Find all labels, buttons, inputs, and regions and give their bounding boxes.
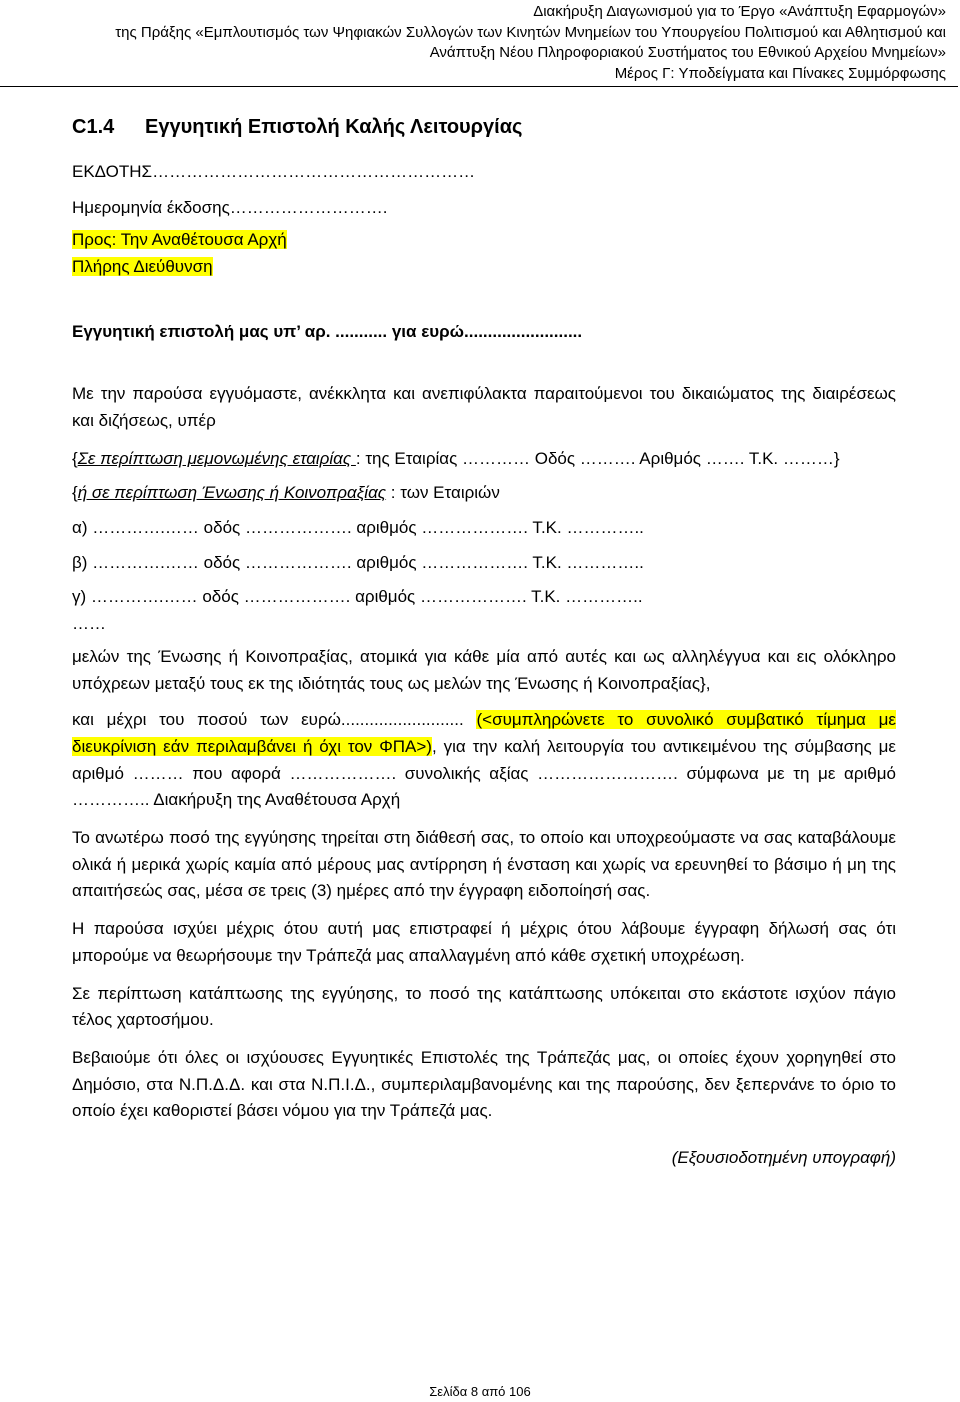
amount-paragraph: και μέχρι του ποσού των ευρώ.......................... (<συμπληρώνετε το συνολικό συμβατικό τίμημα με διευκρίνιση εάν περιλαμβάνει ή όχι τον ΦΠΑ>), για την καλή λειτουργία του αντικειμένου της σύμβασης με αριθμό ……… που αφορά ………………. συνολικής αξίας ……………………. σύμφωνα με τη με αριθμό ………….. Διακήρυξη της Αναθέτουσα Αρχή	[72, 710, 896, 810]
paragraph-forfeiture: Σε περίπτωση κατάπτωσης της εγγύησης, το ποσό της κατάπτωσης υπόκειται στο εκάστοτε ισχύον πάγιο τέλος χαρτοσήμου.	[72, 983, 896, 1030]
header-line-4: Μέρος Γ: Υποδείγματα και Πίνακες Συμμόρφωσης	[614, 64, 946, 82]
section-heading	[72, 114, 896, 141]
header-divider	[0, 86, 958, 87]
header-line-2: της Πράξης «Εμπλουτισμός των Ψηφιακών Συλλογών των Κινητών Μνημείων του Υπουργείου Πολιτισμού και Αθλητισμού και	[115, 23, 946, 41]
issuer-line: ΕΚΔΟΤΗΣ…………………………………………………	[72, 161, 476, 181]
union-label: ή σε περίπτωση Ένωσης ή Κοινοπραξίας	[77, 483, 387, 503]
paragraph-availability: Το ανωτέρω ποσό της εγγύησης τηρείται στη διάθεσή σας, το οποίο και υποχρεούμαστε να σας καταβάλουμε ολικά ή μερικά χωρίς καμία από μέρους μας αντίρρηση ή ένσταση και χωρίς να ερευνηθεί το βάσιμο ή μη της απαιτήσεώς σας, μέσα σε τρεις (3) ημέρες από την έγγραφη ειδοποίησή σας.	[72, 828, 896, 901]
union-clause: {ή σε περίπτωση Ένωσης ή Κοινοπραξίας : των Εταιριών	[72, 483, 500, 503]
single-company-label: Σε περίπτωση μεμονωμένης εταιρίας	[77, 448, 356, 468]
paragraph-certification: Βεβαιούμε ότι όλες οι ισχύουσες Εγγυητικές Επιστολές της Τράπεζάς μας, οι οποίες έχουν χορηγηθεί στο Δημόσιο, στα Ν.Π.Δ.Δ. και στα Ν.Π.Ι.Δ., συμπεριλαμβανομένης και της παρούσης, δεν ξεπερνάνε το όριο το οποίο έχει καθοριστεί βάσει νόμου για την Τράπεζά μας.	[72, 1047, 896, 1121]
authorized-signature: (Εξουσιοδοτημένη υπογραφή)	[671, 1148, 896, 1168]
member-line-a: α) ………….…… οδός ………………. αριθμός ………………. Τ.Κ. …………..	[72, 518, 644, 538]
page-number: Σελίδα 8 από 106	[429, 1384, 531, 1399]
document-body	[72, 114, 896, 1172]
header-line-3: Ανάπτυξη Νέου Πληροφοριακού Συστήματος του Εθνικού Αρχείου Μνημείων»	[429, 44, 946, 61]
issue-date-line: Ημερομηνία έκδοσης……………………….	[72, 198, 388, 218]
members-paragraph: μελών της Ένωσης ή Κοινοπραξίας, ατομικά για κάθε μία από αυτές και ως αλληλέγγυα και εις ολόκληρο υπόχρεων μεταξύ τους εκ της ιδιότητάς τους ως μελών της Ένωσης ή Κοινοπραξίας},	[72, 646, 896, 693]
section-number: C1.4	[72, 116, 115, 138]
letter-title: Εγγυητική επιστολή μας υπ’ αρ. ........... για ευρώ.........................	[72, 321, 583, 341]
single-company-clause: {Σε περίπτωση μεμονωμένης εταιρίας : της Εταιρίας ………… Οδός ………. Αριθμός ……. Τ.Κ. ………}	[72, 448, 840, 468]
member-line-b: β) ………….…… οδός ………………. αριθμός ………………. Τ.Κ. …………..	[72, 552, 644, 572]
amount-instruction: (<συμπληρώνετε το συνολικό συμβατικό τίμημα με διευκρίνιση εάν περιλαμβάνει ή όχι τον ΦΠΑ>)	[72, 710, 896, 756]
recipient-line: Προς: Την Αναθέτουσα Αρχή	[72, 230, 287, 250]
member-ellipsis: ……	[72, 614, 106, 634]
intro-paragraph: Με την παρούσα εγγυόμαστε, ανέκκλητα και ανεπιφύλακτα παραιτούμενοι του δικαιώματος της διαιρέσεως και διζήσεως, υπέρ	[72, 384, 896, 430]
section-title: Εγγυητική Επιστολή Καλής Λειτουργίας	[145, 116, 523, 138]
paragraph-validity: Η παρούσα ισχύει μέχρις ότου αυτή μας επιστραφεί ή μέχρις ότου λάβουμε έγγραφη δήλωσή σας ότι μπορούμε να θεωρήσουμε την Τράπεζά μας απαλλαγμένη από κάθε σχετική υποχρέωση.	[72, 919, 896, 965]
header-line-1: Διακήρυξη Διαγωνισμού για το Έργο «Ανάπτυξη Εφαρμογών»	[533, 3, 946, 20]
page-header	[0, 0, 960, 84]
member-line-c: γ) ………….…… οδός ………………. αριθμός ………………. Τ.Κ. …………..	[72, 587, 643, 607]
address-line: Πλήρης Διεύθυνση	[72, 256, 213, 276]
